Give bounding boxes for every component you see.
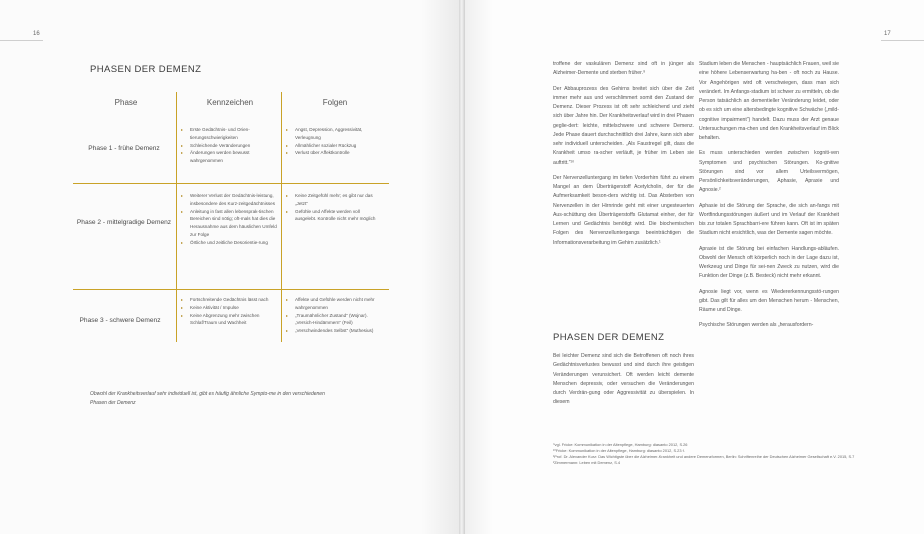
list-item: ▸ Schleichende Veränderungen (181, 142, 277, 150)
column-header-kennzeichen: Kennzeichen (206, 98, 254, 107)
paragraph: Stadium leben die Menschen - hauptsächlich Frauen, weil sie eine höhere Lebenserwartung ha-ben - oft noch zu Hause. Vor Angehörigen wird oft verschwiegen, dass man sich verändert. Im Anfangs-stadium ist schwer zu ermitteln, ob die Person tatsächlich an dementieller Veränderung leidet, oder ob es sich um eine altersbedingte kognitive Schwäche („mild-cognitive impairment“) handelt. Dazu muss der Arzt genaue Untersuchungen ma-chen und den Krankheitsverlauf im Blick behalten. (699, 61, 839, 141)
folgen-list (286, 126, 382, 157)
body-column-1 (553, 60, 694, 254)
page-shadow (421, 0, 461, 534)
kennzeichen-list (181, 296, 277, 327)
table-divider (176, 92, 177, 342)
paragraph: Der Abbauprozess des Gehirns breitet sich über die Zeit immer mehr aus und verschlimmert somit den Zustand der Demenz. Dieser Prozess ist oft sehr schleichend und zieht sich über Jahre hin. Der Krankheitsverlauf wird in drei Phasen geglie-dert: leichte, mittelschwere und schwere Demenz. Jede Phase dauert durchschnittlich drei Jahre, kann sich aber sehr individuell unterscheiden. „Als Faustregel gilt, dass die Krankheit umso ra-scher verläuft, je früher im Leben sie auftritt.“¹⁰ (553, 85, 694, 166)
table-divider (73, 289, 389, 290)
body-column-2 (699, 60, 839, 337)
body-column-1-continued (553, 352, 694, 414)
kennzeichen-list (181, 192, 277, 247)
phase-label: Phase 3 - schwere Demenz (79, 317, 161, 324)
list-item: ▸ Gefühle und Affekte werden voll ausgelebt. Kontrolle nicht mehr möglich (286, 208, 382, 224)
paragraph: Apraxie ist die Störung bei einfachen Handlungs-abläufen. Obwohl der Mensch oft körperlich noch in der Lage dazu ist, Werkzeug und Dinge für sei-nen Zweck zu nutzen, wird die Funktion der Dinge (z.B. Besteck) nicht mehr erkannt. (699, 245, 839, 280)
paragraph: Aphasie ist die Störung der Sprache, die sich an-fangs mit Wortfindungsstörungen äußert und im Verlauf der Krankheit bis zur totalen Sprachbarri-ere führen kann. Oft ist im späten Stadium nicht ersichtlich, was der Demente sagen möchte. (699, 202, 839, 237)
paragraph: troffene der vaskulären Demenz sind oft in jünger als Alzheimer-Demente und sterben früher.⁹ (553, 61, 694, 77)
page-number-left: 16 (33, 31, 40, 37)
folgen-list (286, 192, 382, 223)
footnotes (553, 442, 873, 466)
footnote: ¹⁰Fricke: Kommunikation in der Altenpflege, Hamburg: diasanto 2012, S.23 f. (553, 447, 685, 453)
left-page (0, 0, 461, 534)
paragraph: Bei leichter Demenz sind sich die Betroffenen oft noch ihres Gedächtnisverlustes bewusst und sind durch ihre geistigen Veränderungen verunsichert. Oft werden leicht demente Menschen depressiv, oder versuchen die Veränderungen durch Verdrän-gung oder Aggressivität zu überspielen. In diesem (553, 353, 694, 406)
section-heading: PHASEN DER DEMENZ (90, 64, 202, 75)
list-item: ▸ „Traumähnlicher Zustand“ (Wojnar). „Versich-Hindämmern“ (Feil) (286, 312, 382, 328)
paragraph: Der Nervenzelluntergang im tiefen Vorderhirn führt zu einem Mangel an dem Überträgerstoff Acetylcholin, der für die Aufmerksamkeit beson-ders wichtig ist. Das Absterben von Nervenzellen in der Hirnrinde geht mit einer ungesteuerten Aus-schüttung des Überträgerstoffs Glutamat einher, der für Lernen und Gedächtnis benötigt wird. Die biochemischen Folgen des Nervenzelluntergangs beeinträchtigen die Informationsverarbeitung im Gehirn zusätzlich.¹ (553, 174, 694, 246)
kennzeichen-list (181, 126, 277, 165)
list-item: ▸ Keine Zeitgefühl mehr; es gibt nur das „Jetzt“ (286, 192, 382, 208)
table-divider (281, 92, 282, 342)
table-divider (73, 183, 389, 184)
list-item: ▸ Weiterer Verlust der Gedächtnis-leistung, insbesondere des Kurz-zeitgedächtnisses (181, 192, 277, 208)
folgen-list (286, 296, 382, 335)
list-item: ▸ Örtliche und zeitliche Desorientie-rung (181, 239, 277, 247)
footnote: ⁹vgl. Fricke: Kommunikation in der Altenpflege, Hamburg: diasanto 2012, S.26 (553, 442, 688, 447)
list-item: ▸ Affekte und Gefühle werden nicht mehr wahrgenommen (286, 296, 382, 312)
table-caption: Obwohl der Krankheitsverlauf sehr individuell ist, gibt es häufig ähnliche Sympto-me in den verschiedenen Phasen der Demenz (90, 391, 325, 406)
list-item: ▸ Änderungen werden bewusst wahrgenommen (181, 149, 277, 165)
book-gutter (459, 0, 465, 534)
paragraph: Agnosie liegt vor, wenn es Wiedererkennungsstö-rungen gibt. Das gilt für alles um den Menschen herum - Menschen, Räume und Dinge. (699, 288, 839, 313)
list-item: ▸ Anleitung in fast allen lebensprak-tischen Bereichen sind nötig; oft-mals hat dies die Herausnahme aus dem häuslichen Umfeld zur Folge (181, 208, 277, 239)
list-item: ▸ Fortschreitende Gedächtnis lässt nach (181, 296, 277, 304)
list-item: ▸ „Verschwindendes Selbst“ (Muthesius) (286, 327, 382, 335)
phase-label: Phase 2 - mittelgradige Demenz (76, 219, 172, 226)
list-item: ▸ Verlust über Affektkontrolle (286, 149, 382, 157)
list-item: ▸ Allmählicher sozialer Rückzug (286, 142, 382, 150)
list-item: ▸ Angst, Depression, Aggressivität, Verleugnung (286, 126, 382, 142)
footnote: ¹Prof. Dr. Alexander Kurz: Das Wichtigste über die Alzheimer-Krankheit und andere Demenzformen, Berlin: Schriftenreihe der Deutschen Alzheimer Gesellschaft e.V. 2015, S.7 (553, 453, 855, 459)
paragraph: Psychische Störungen werden als „herausfordern- (699, 322, 814, 329)
column-header-folgen: Folgen (322, 98, 348, 107)
list-item: ▸ Erste Gedächtnis- und Orien-tierungsschwierigkeiten (181, 126, 277, 142)
column-header-phase: Phase (114, 98, 138, 107)
header-rule (881, 40, 924, 41)
page-number-right: 17 (884, 31, 891, 37)
phase-label: Phase 1 - frühe Demenz (88, 145, 160, 152)
footnote: ²Zimmermann: Leben mit Demenz, S.4 (553, 459, 621, 465)
paragraph: Es muss unterschieden werden zwischen kogniti-ven Symptomen und psychischen Störungen. Ko-gnitive Störungen sind vor allem Urteilsvermögen, Persönlichkeitsveränderungen, Aphasie, Apraxie und Agnosie.² (699, 150, 839, 194)
list-item: ▸ Keine Abgrenzung mehr zwischen Schlaf/Traum und Wachheit (181, 312, 277, 328)
header-rule (0, 40, 43, 41)
list-item: ▸ Keine Aktivität / Impulse (181, 304, 277, 312)
section-heading: PHASEN DER DEMENZ (553, 332, 665, 343)
page-shadow (463, 0, 493, 534)
